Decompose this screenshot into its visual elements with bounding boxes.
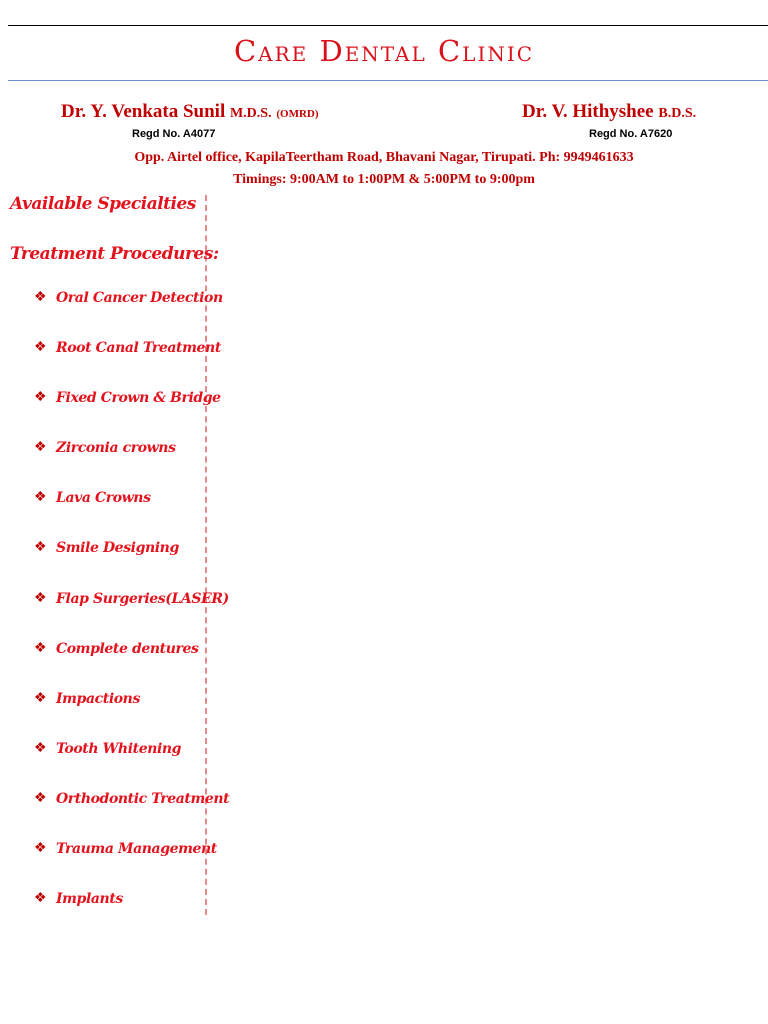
clinic-timings: Timings: 9:00AM to 1:00PM & 5:00PM to 9:00pm <box>233 172 535 187</box>
specialties-list <box>34 287 229 938</box>
specialty-label: Fixed Crown & Bridge <box>56 390 221 407</box>
diamond-bullet-icon: ❖ <box>34 440 47 456</box>
list-item <box>34 337 229 387</box>
specialty-label: Implants <box>56 891 123 908</box>
specialty-label: Zirconia crowns <box>56 440 176 457</box>
list-item <box>34 287 229 337</box>
specialty-label: Lava Crowns <box>56 490 151 507</box>
doctor-2-qualification: B.D.S. <box>658 106 697 121</box>
diamond-bullet-icon: ❖ <box>34 640 47 656</box>
specialty-label: Flap Surgeries(LASER) <box>56 590 229 607</box>
diamond-bullet-icon: ❖ <box>34 740 47 756</box>
doctor-1-regd: Regd No. A4077 <box>132 128 216 140</box>
clinic-title: Care Dental Clinic <box>233 34 535 68</box>
diamond-bullet-icon: ❖ <box>34 891 47 907</box>
top-rule <box>8 25 768 26</box>
doctor-1-name: Dr. Y. Venkata Sunil <box>61 101 226 122</box>
diamond-bullet-icon: ❖ <box>34 790 47 806</box>
diamond-bullet-icon: ❖ <box>34 690 47 706</box>
list-item <box>34 638 229 688</box>
diamond-bullet-icon: ❖ <box>34 290 47 305</box>
doctor-1-qualification: M.D.S. <box>229 106 272 121</box>
diamond-bullet-icon: ❖ <box>34 390 47 406</box>
diamond-bullet-icon: ❖ <box>34 841 47 857</box>
specialty-label: Impactions <box>56 690 140 707</box>
list-item <box>34 688 229 738</box>
list-item <box>34 838 229 888</box>
doctor-1-sub-qualification: (OMRD) <box>276 108 319 120</box>
list-item <box>34 537 229 587</box>
list-item <box>34 487 229 537</box>
specialty-label: Smile Designing <box>56 540 179 557</box>
specialty-label: Trauma Management <box>56 841 217 858</box>
diamond-bullet-icon: ❖ <box>34 490 47 506</box>
doctor-2-regd: Regd No. A7620 <box>589 128 673 140</box>
specialty-label: Oral Cancer Detection <box>56 290 223 306</box>
specialty-label: Root Canal Treatment <box>56 340 221 357</box>
doctor-1-name-line <box>61 101 319 123</box>
clinic-address: Opp. Airtel office, KapilaTeertham Road, Bhavani Nagar, Tirupati. Ph: 9949461633 <box>134 150 634 165</box>
doctor-2-name-line <box>522 101 696 123</box>
list-item <box>34 588 229 638</box>
list-item <box>34 387 229 437</box>
list-item <box>34 437 229 487</box>
doctor-2-name: Dr. V. Hithyshee <box>522 101 654 122</box>
diamond-bullet-icon: ❖ <box>34 540 47 556</box>
specialty-label: Tooth Whitening <box>56 740 182 757</box>
available-specialties-heading: Available Specialties <box>10 194 196 214</box>
specialty-label: Complete dentures <box>56 640 199 657</box>
treatment-procedures-heading: Treatment Procedures: <box>10 244 219 264</box>
diamond-bullet-icon: ❖ <box>34 340 47 356</box>
list-item <box>34 738 229 788</box>
specialty-label: Orthodontic Treatment <box>56 790 230 807</box>
diamond-bullet-icon: ❖ <box>34 590 47 606</box>
list-item <box>34 788 229 838</box>
list-item <box>34 888 229 938</box>
title-underline <box>8 80 768 81</box>
